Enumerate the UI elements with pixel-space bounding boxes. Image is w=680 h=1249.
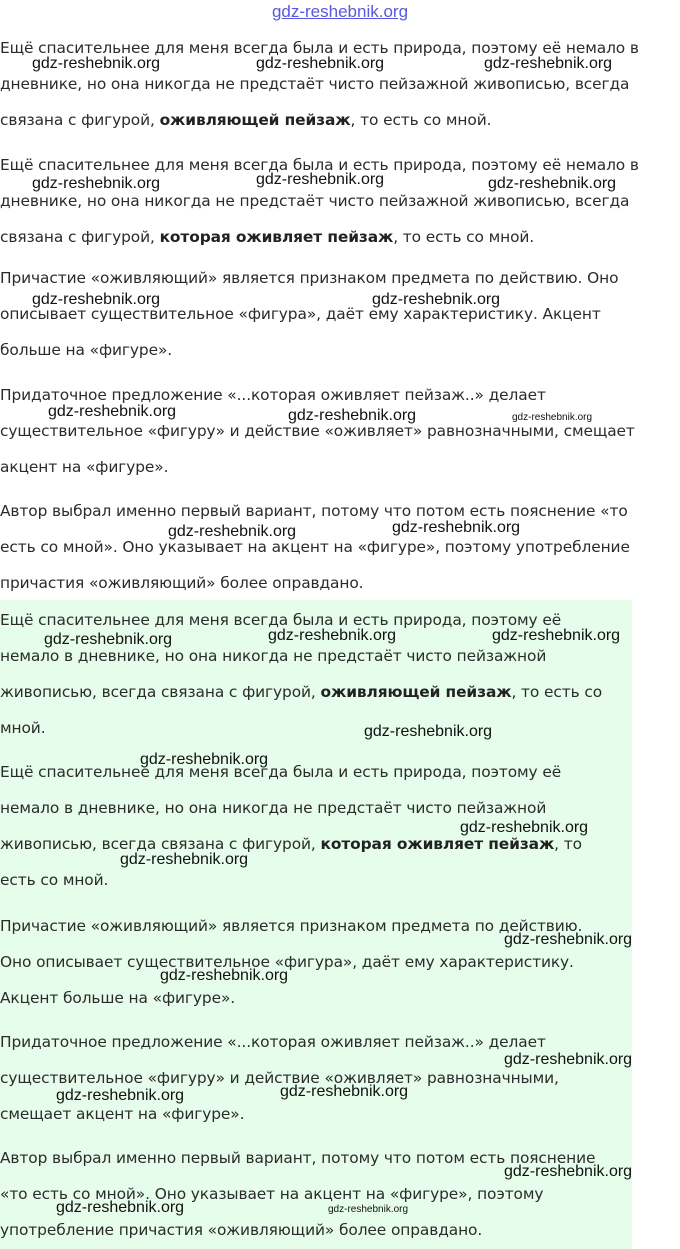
watermark: gdz-reshebnik.org xyxy=(32,55,161,72)
highlight-bold: оживляющей пейзаж xyxy=(159,111,351,129)
watermark: gdz-reshebnik.org xyxy=(460,819,589,836)
watermark: gdz-reshebnik.org xyxy=(512,412,593,423)
paragraph-4: Придаточное предложение «...которая оживляет пейзаж..» делает существительное «фигуру» и действие «оживляет» равнозначными, смещает акцент на «фигуре». xyxy=(0,1033,559,1123)
watermark: gdz-reshebnik.org xyxy=(280,1083,409,1100)
paragraph-3: Причастие «оживляющий» является признаком предмета по действию. Оно описывает существительное «фигура», даёт ему характеристику. Акцент больше на «фигуре». xyxy=(0,917,583,1007)
watermark: gdz-reshebnik.org xyxy=(492,627,621,644)
watermark: gdz-reshebnik.org xyxy=(56,1199,185,1216)
watermark: gdz-reshebnik.org xyxy=(168,523,297,540)
watermark: gdz-reshebnik.org xyxy=(256,171,385,188)
watermark: gdz-reshebnik.org xyxy=(32,175,161,192)
watermark: gdz-reshebnik.org xyxy=(288,407,417,424)
paragraph-1: Ещё спасительнее для меня всегда была и есть природа, поэтому её немало в дневнике, но она никогда не предстаёт чисто пейзажной живописью, всегда связана с фигурой, оживляющей пейзаж, то есть со мной. xyxy=(0,611,603,737)
watermark: gdz-reshebnik.org xyxy=(48,403,177,420)
paragraph-1: Ещё спасительнее для меня всегда была и есть природа, поэтому её немало в дневнике, но она никогда не предстаёт чисто пейзажной живописью, всегда связана с фигурой, оживляющей пейзаж, то есть со мной. xyxy=(0,39,639,129)
watermark: gdz-reshebnik.org xyxy=(504,1163,633,1180)
watermark: gdz-reshebnik.org xyxy=(44,631,173,648)
watermark: gdz-reshebnik.org xyxy=(140,751,269,768)
paragraph-5: Автор выбрал именно первый вариант, потому что потом есть пояснение «то есть со мной». Оно указывает на акцент на «фигуре», поэтому употребление причастия «оживляющий» более оправдано. xyxy=(0,502,630,592)
highlight-bold: оживляющей пейзаж xyxy=(320,683,512,701)
paragraph-4: Придаточное предложение «...которая оживляет пейзаж..» делает существительное «фигуру» и действие «оживляет» равнозначными, смещает акцент на «фигуре». xyxy=(0,386,635,476)
watermark: gdz-reshebnik.org xyxy=(488,175,617,192)
highlight-bold: которая оживляет пейзаж xyxy=(320,835,555,853)
watermark: gdz-reshebnik.org xyxy=(364,723,493,740)
site-header-link[interactable]: gdz-reshebnik.org xyxy=(271,2,409,21)
watermark: gdz-reshebnik.org xyxy=(120,851,249,868)
highlight-bold: которая оживляет пейзаж xyxy=(159,228,394,246)
watermark: gdz-reshebnik.org xyxy=(56,1087,185,1104)
watermark: gdz-reshebnik.org xyxy=(504,1051,633,1068)
watermark: gdz-reshebnik.org xyxy=(372,291,501,308)
watermark: gdz-reshebnik.org xyxy=(328,1204,409,1215)
watermark: gdz-reshebnik.org xyxy=(32,291,161,308)
watermark: gdz-reshebnik.org xyxy=(268,627,397,644)
paragraph-2: Ещё спасительнее для меня всегда была и есть природа, поэтому её немало в дневнике, но она никогда не предстаёт чисто пейзажной живописью, всегда связана с фигурой, которая оживляет пейзаж, то есть со мной. xyxy=(0,156,639,246)
watermark: gdz-reshebnik.org xyxy=(256,55,385,72)
paragraph-3: Причастие «оживляющий» является признаком предмета по действию. Оно описывает существительное «фигура», даёт ему характеристику. Акцент больше на «фигуре». xyxy=(0,269,619,359)
watermark: gdz-reshebnik.org xyxy=(160,967,289,984)
watermark: gdz-reshebnik.org xyxy=(484,55,613,72)
watermark: gdz-reshebnik.org xyxy=(504,931,633,948)
paragraph-5: Автор выбрал именно первый вариант, потому что потом есть пояснение «то есть со мной». Оно указывает на акцент на «фигуре», поэтому употребление причастия «оживляющий» более оправдано. xyxy=(0,1149,596,1239)
watermark: gdz-reshebnik.org xyxy=(392,519,521,536)
paragraph-2: Ещё спасительнее для меня всегда была и есть природа, поэтому её немало в дневнике, но она никогда не предстаёт чисто пейзажной живописью, всегда связана с фигурой, которая оживляет пейзаж, то есть со мной. xyxy=(0,763,582,889)
answer-highlight-block xyxy=(0,600,632,1249)
